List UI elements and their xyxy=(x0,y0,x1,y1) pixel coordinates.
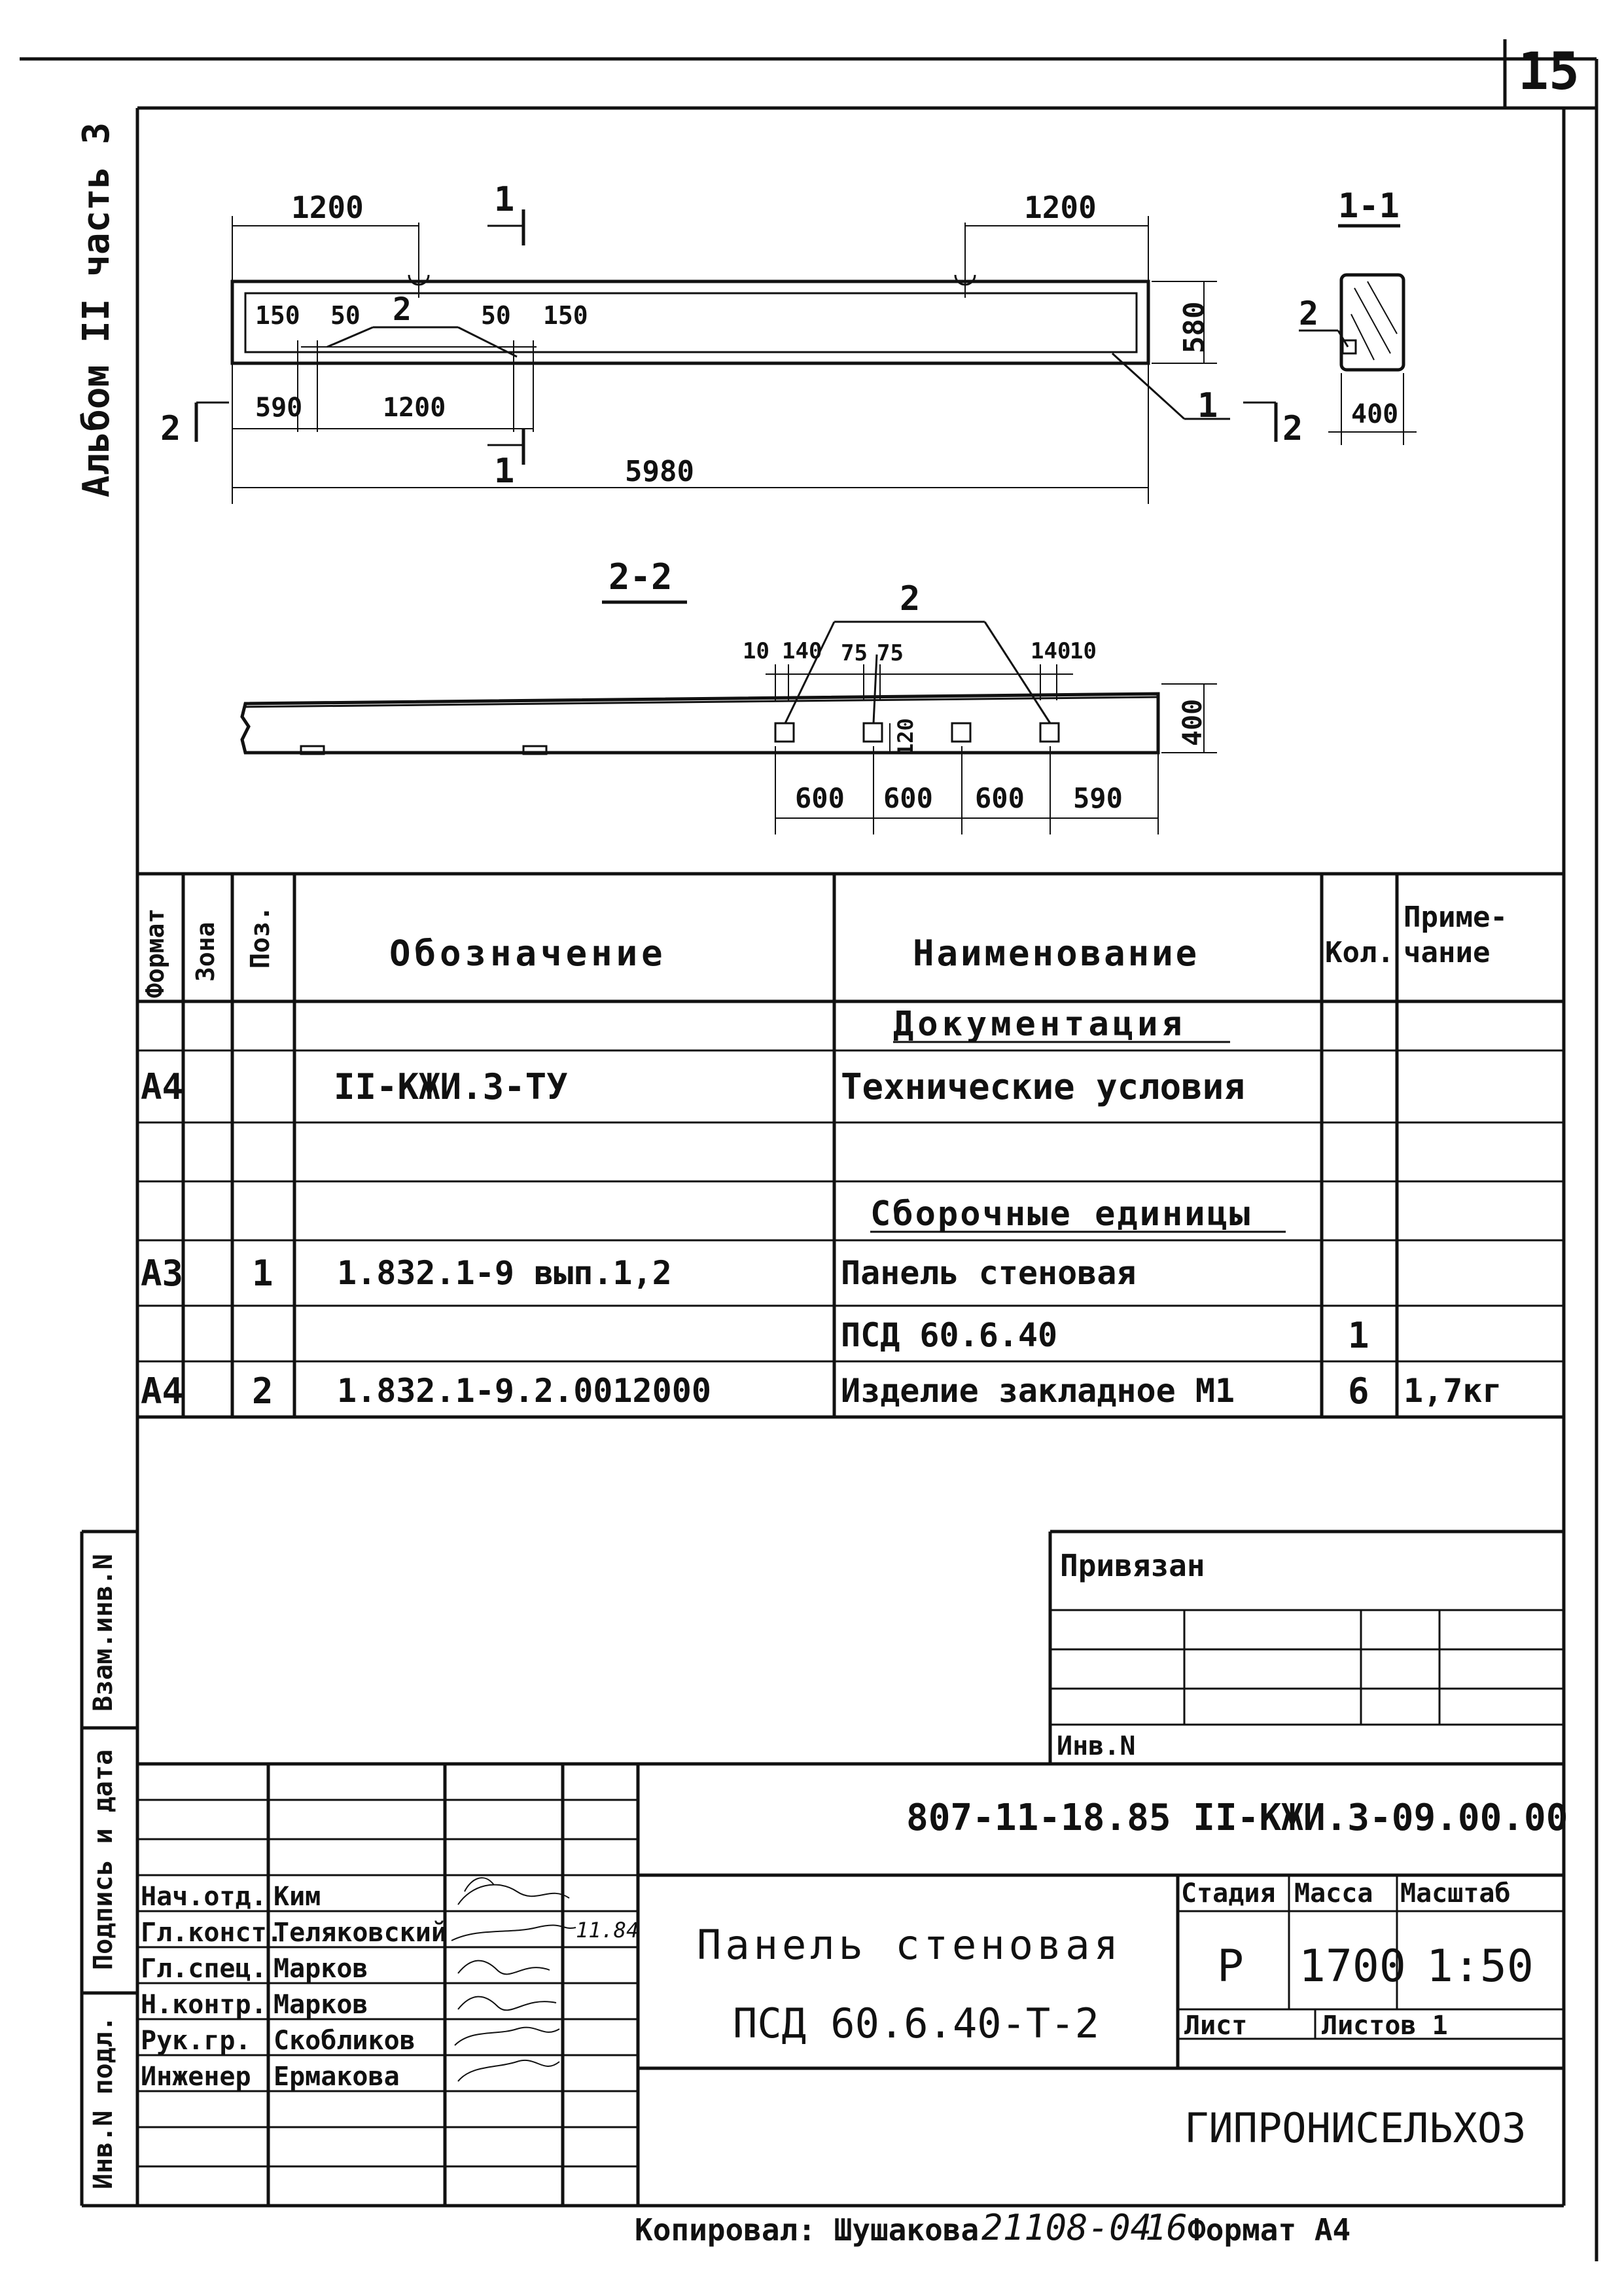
mass-label: Масса xyxy=(1294,1878,1373,1909)
signer-date: 11.84 xyxy=(576,1918,639,1943)
header-note: Приме-чание xyxy=(1403,901,1508,969)
plan-dim-50-right: 50 xyxy=(481,301,511,330)
plan-dim-150-right: 150 xyxy=(543,301,588,330)
signer-role-5: Инженер xyxy=(141,2062,251,2092)
table-row-1-pos: 1 xyxy=(252,1252,274,1294)
section-2-2-dim-120: 120 xyxy=(893,718,918,756)
footer-format: Формат А4 xyxy=(1188,2212,1351,2248)
stage-label: Стадия xyxy=(1181,1878,1276,1909)
section-2-2-title: 2-2 xyxy=(609,556,673,598)
section-2-2-dim-600b: 600 xyxy=(883,782,933,814)
plan-section-mark-left: 2 xyxy=(160,409,181,448)
signer-role-3: Н.контр. xyxy=(141,1990,267,2020)
plan-section-mark-top: 1 xyxy=(494,180,515,219)
plan-section-mark-bottom: 1 xyxy=(494,452,515,491)
table-row-2-qty: 1 xyxy=(1348,1314,1369,1356)
signer-role-0: Нач.отд. xyxy=(141,1882,267,1912)
section-2-2-dim-590: 590 xyxy=(1073,782,1123,814)
plan-dim-150-left: 150 xyxy=(255,301,300,330)
table-row-3-note: 1,7кг xyxy=(1403,1372,1502,1410)
signer-name-5: Ермакова xyxy=(274,2062,400,2092)
section-2-2-dim-140-right: 140 xyxy=(1031,638,1071,664)
section-1-1-pos2: 2 xyxy=(1299,295,1319,332)
privyazan-title: Привязан xyxy=(1060,1548,1205,1583)
table-row-3-designation: 1.832.1-9.2.0012000 xyxy=(337,1372,711,1410)
table-row-3-name: Изделие закладное М1 xyxy=(841,1372,1235,1410)
table-row-1-name: Панель стеновая xyxy=(841,1254,1137,1292)
document-code: 807-11-18.85 II-КЖИ.3-09.00.00 xyxy=(906,1797,1568,1839)
signer-name-0: Ким xyxy=(274,1882,321,1912)
section-2-2-dim-600a: 600 xyxy=(795,782,845,814)
plan-dim-right-top: 1200 xyxy=(1024,190,1097,225)
signer-name-3: Марков xyxy=(274,1990,368,2020)
footer-copied: Копировал: Шушакова xyxy=(635,2212,980,2248)
table-row-3-format: А4 xyxy=(141,1370,184,1412)
section-2-2-dim-75b: 75 xyxy=(877,640,904,666)
signer-role-4: Рук.гр. xyxy=(141,2026,251,2056)
product-name-line1: Панель стеновая xyxy=(697,1921,1122,1969)
plan-pos2-label: 2 xyxy=(393,291,412,328)
signer-name-1: Теляковский xyxy=(274,1918,447,1948)
scale-value: 1:50 xyxy=(1426,1941,1534,1992)
organization-name: ГИПРОНИСЕЛЬХОЗ xyxy=(1184,2104,1527,2152)
privyazan-inv: Инв.N xyxy=(1057,1731,1136,1761)
signer-name-4: Скобликов xyxy=(274,2026,415,2056)
plan-dim-590: 590 xyxy=(255,393,303,423)
plan-dim-left-top: 1200 xyxy=(291,190,364,225)
plan-dim-50-left: 50 xyxy=(330,301,361,330)
section-docs-title: Документация xyxy=(893,1005,1186,1044)
section-1-1-title: 1-1 xyxy=(1338,187,1400,226)
product-name-line2: ПСД 60.6.40-Т-2 xyxy=(733,2000,1099,2047)
side-podpis-data: Подпись и дата xyxy=(88,1749,118,1970)
table-row-3-pos: 2 xyxy=(252,1370,274,1412)
table-row-3-qty: 6 xyxy=(1348,1370,1369,1412)
header-designation: Обозначение xyxy=(389,933,667,974)
header-zone: Зона xyxy=(191,922,220,982)
table-row-0-name: Технические условия xyxy=(841,1066,1245,1107)
section-2-2-dim-75a: 75 xyxy=(841,640,868,666)
plan-dim-580: 580 xyxy=(1178,301,1211,353)
footer-sheet-no: 16 xyxy=(1145,2207,1188,2248)
table-row-1-format: А3 xyxy=(141,1252,184,1294)
section-2-2-pos2: 2 xyxy=(900,579,921,619)
header-name: Наименование xyxy=(913,933,1200,974)
side-inv-podl: Инв.N подл. xyxy=(88,2016,118,2189)
table-row-1-designation: 1.832.1-9 вып.1,2 xyxy=(337,1254,672,1292)
table-row-0-designation: II-КЖИ.3-ТУ xyxy=(334,1066,568,1107)
sheets-label: Листов 1 xyxy=(1322,2011,1448,2041)
page-number: 15 xyxy=(1518,43,1580,101)
section-2-2-dim-10-right: 10 xyxy=(1070,638,1097,664)
table-row-2-name: ПСД 60.6.40 xyxy=(841,1316,1058,1354)
signer-role-2: Гл.спец. xyxy=(141,1954,267,1984)
section-2-2-dim-10-left: 10 xyxy=(743,638,769,664)
plan-dim-1200-bottom: 1200 xyxy=(383,393,446,423)
footer-order: 21108-04 xyxy=(981,2207,1152,2248)
section-2-2-dim-140-left: 140 xyxy=(782,638,822,664)
side-vzam-inv: Взам.инв.N xyxy=(88,1554,118,1712)
signer-role-1: Гл.конст. xyxy=(141,1918,283,1948)
header-format: Формат xyxy=(141,908,169,998)
section-2-2-dim-600c: 600 xyxy=(975,782,1025,814)
section-1-1-dim-400: 400 xyxy=(1351,399,1399,429)
scale-label: Масштаб xyxy=(1400,1878,1511,1909)
mass-value: 1700 xyxy=(1299,1941,1406,1992)
plan-section-mark-right: 2 xyxy=(1282,409,1303,448)
table-row-0-format: А4 xyxy=(141,1066,184,1107)
section-units-title: Сборочные единицы xyxy=(870,1194,1252,1234)
signer-name-2: Марков xyxy=(274,1954,368,1984)
stage-value: Р xyxy=(1217,1941,1244,1992)
header-qty: Кол. xyxy=(1325,936,1394,969)
album-label: Альбом II часть 3 xyxy=(75,122,118,497)
header-pos: Поз. xyxy=(245,905,275,969)
plan-dim-5980: 5980 xyxy=(625,455,694,488)
section-2-2-dim-400: 400 xyxy=(1178,698,1208,746)
sheet-label: Лист xyxy=(1184,2011,1248,2041)
plan-pos1-label: 1 xyxy=(1197,386,1218,425)
